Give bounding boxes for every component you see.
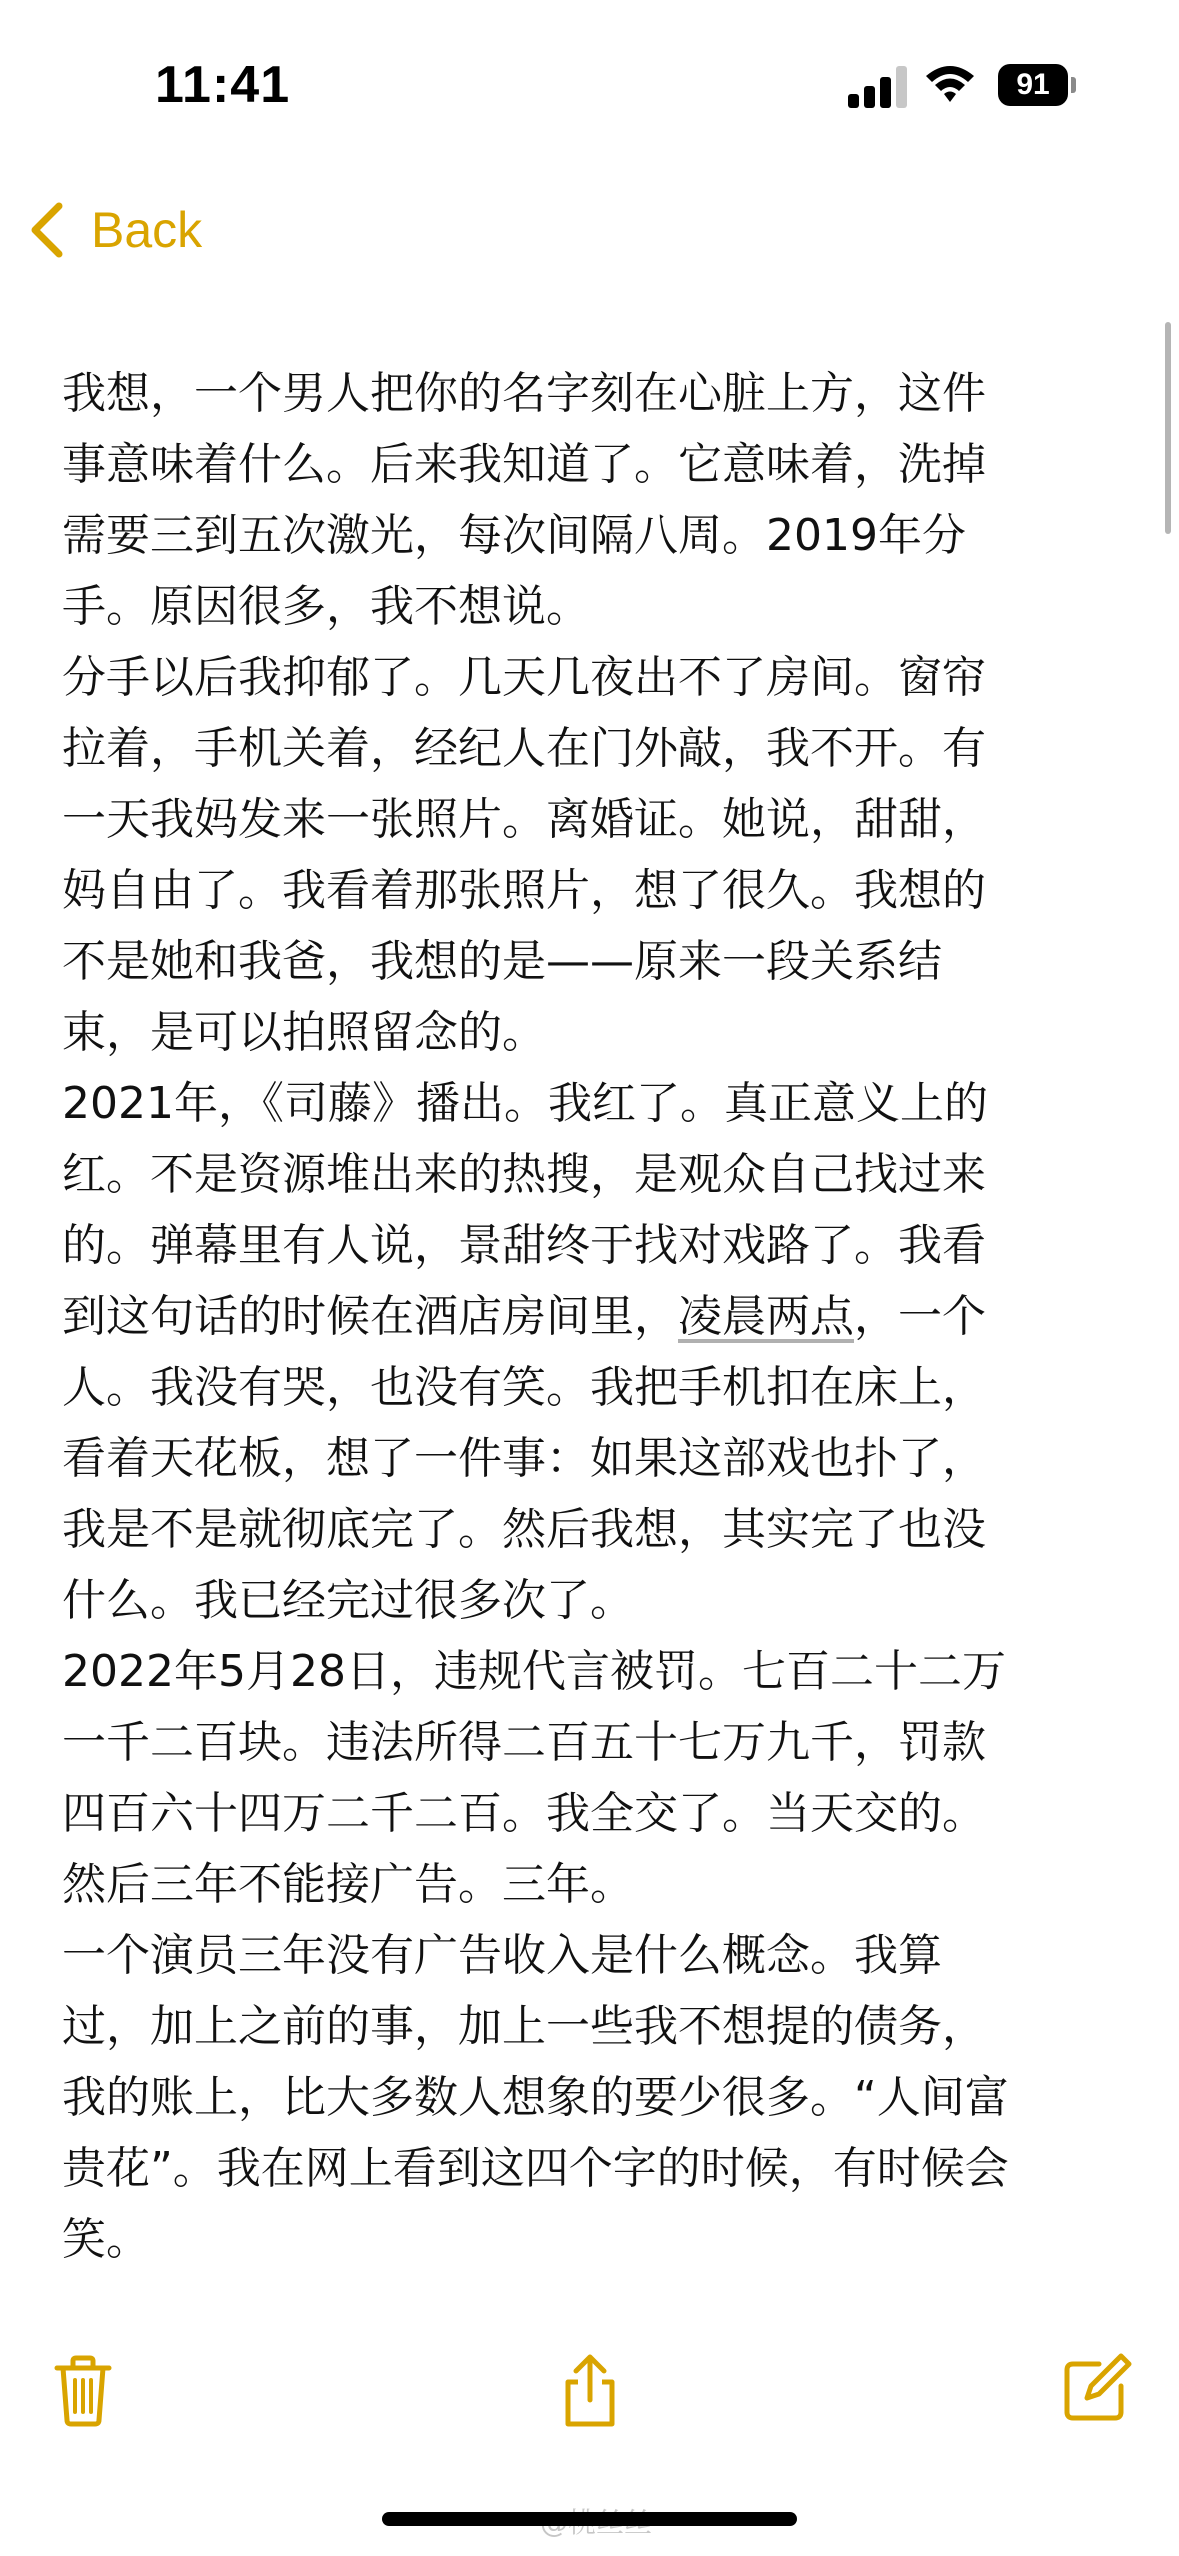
- note-line-start: 到这句话的时候在酒店房间里，: [62, 1291, 678, 1342]
- trash-icon: [43, 2350, 123, 2430]
- note-line: 四百六十四万二千二百。我全交了。当天交的。: [62, 1788, 986, 1839]
- note-line: 我的账上，比大多数人想象的要少很多。“人间富: [62, 2072, 1009, 2123]
- note-line: 需要三到五次激光，每次间隔八周。2019年分: [62, 510, 966, 561]
- note-line: 一个演员三年没有广告收入是什么概念。我算: [62, 1930, 942, 1981]
- note-line: 一天我妈发来一张照片。离婚证。她说，甜甜，: [62, 794, 986, 845]
- wifi-icon: [924, 62, 976, 106]
- note-line: 事意味着什么。后来我知道了。它意味着，洗掉: [62, 439, 986, 490]
- note-line: 手。原因很多，我不想说。: [62, 581, 590, 632]
- battery-level: 91: [998, 64, 1068, 106]
- note-line: 不是她和我爸，我想的是——原来一段关系结: [62, 936, 942, 987]
- signal-icon: [848, 66, 908, 108]
- note-line: 一千二百块。违法所得二百五十七万九千，罚款: [62, 1717, 986, 1768]
- note-line: 妈自由了。我看着那张照片，想了很久。我想的: [62, 865, 986, 916]
- note-line: 束，是可以拍照留念的。: [62, 1007, 546, 1058]
- note-line: 我是不是就彻底完了。然后我想，其实完了也没: [62, 1504, 986, 1555]
- back-label: Back: [91, 202, 203, 258]
- scroll-indicator[interactable]: [1165, 322, 1171, 534]
- bottom-toolbar: [0, 2330, 1179, 2450]
- note-line: 我想，一个男人把你的名字刻在心脏上方，这件: [62, 368, 986, 419]
- battery-tip: [1071, 77, 1076, 93]
- compose-button[interactable]: [1055, 2350, 1135, 2430]
- note-line: 分手以后我抑郁了。几天几夜出不了房间。窗帘: [62, 652, 986, 703]
- delete-button[interactable]: [43, 2350, 123, 2430]
- chevron-left-icon: [25, 200, 69, 260]
- note-line: 然后三年不能接广告。三年。: [62, 1859, 634, 1910]
- note-line: 的。弹幕里有人说，景甜终于找对戏路了。我看: [62, 1220, 986, 1271]
- note-line: 过，加上之前的事，加上一些我不想提的债务，: [62, 2001, 986, 2052]
- back-button[interactable]: [25, 192, 202, 268]
- note-line: 人。我没有哭，也没有笑。我把手机扣在床上，: [62, 1362, 986, 1413]
- status-time: 11:41: [155, 56, 291, 114]
- note-line: 笑。: [62, 2214, 150, 2265]
- note-line: 什么。我已经完过很多次了。: [62, 1575, 634, 1626]
- status-bar: [0, 0, 1179, 150]
- note-line: [62, 1281, 1122, 1352]
- share-icon: [550, 2350, 630, 2430]
- note-body[interactable]: [62, 358, 1122, 2275]
- note-line-end: ，一个: [854, 1291, 986, 1342]
- share-button[interactable]: [550, 2350, 630, 2430]
- note-line: 贵花”。我在网上看到这四个字的时候，有时候会: [62, 2143, 1009, 2194]
- compose-icon: [1055, 2350, 1135, 2430]
- underlined-phrase[interactable]: 凌晨两点: [678, 1291, 854, 1342]
- note-line: 2021年，《司藤》播出。我红了。真正意义上的: [62, 1078, 988, 1129]
- note-line: 2022年5月28日，违规代言被罚。七百二十二万: [62, 1646, 1006, 1697]
- note-line: 看着天花板，想了一件事：如果这部戏也扑了，: [62, 1433, 986, 1484]
- note-line: 红。不是资源堆出来的热搜，是观众自己找过来: [62, 1149, 986, 1200]
- home-indicator[interactable]: [382, 2512, 797, 2526]
- battery-icon: [998, 64, 1076, 106]
- note-line: 拉着，手机关着，经纪人在门外敲，我不开。有: [62, 723, 986, 774]
